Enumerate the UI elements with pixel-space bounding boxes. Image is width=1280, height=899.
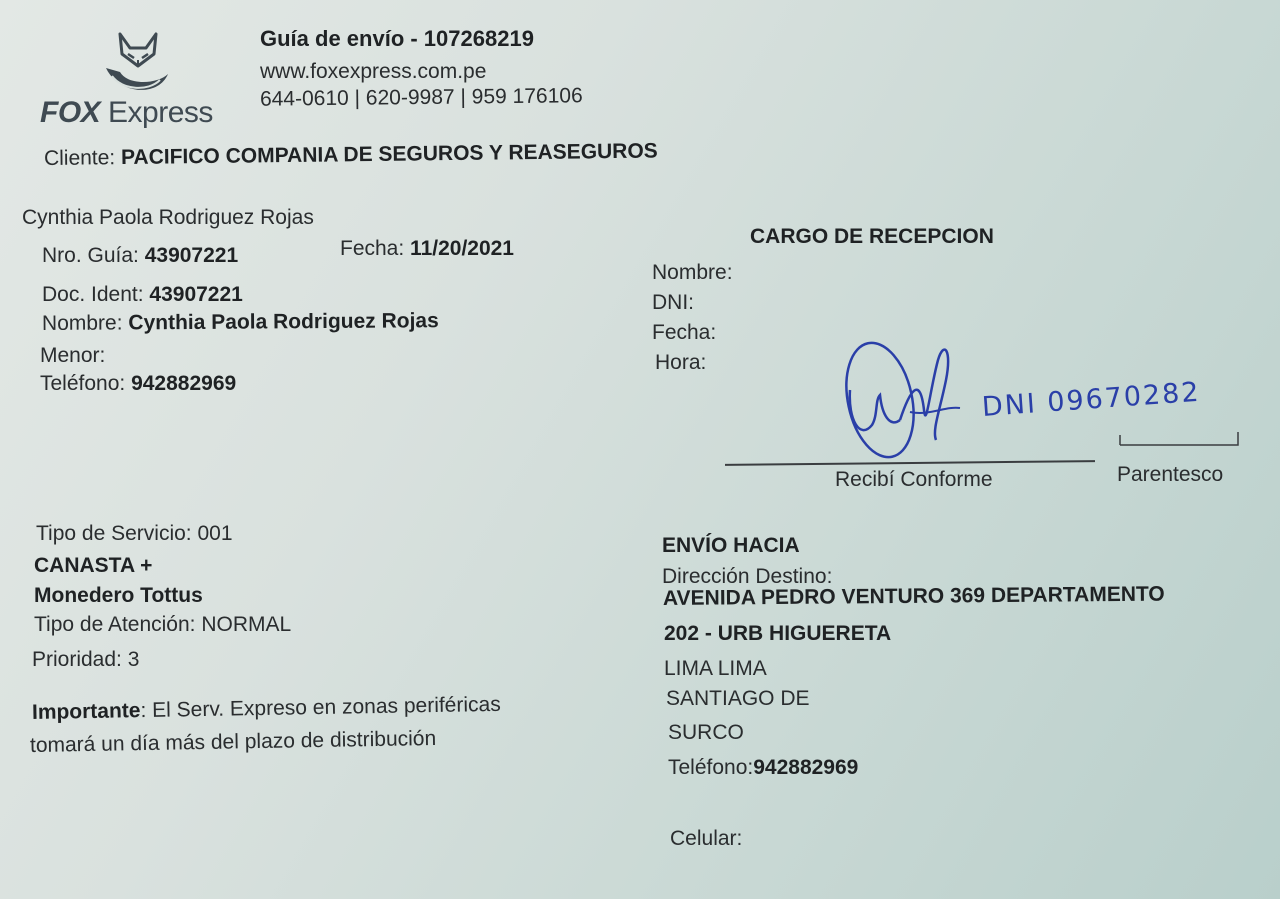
date <box>340 236 514 262</box>
website: www.foxexpress.com.pe <box>260 60 487 83</box>
guide-number-label: Nro. Guía: <box>42 244 139 267</box>
phone-label: Teléfono: <box>40 372 126 395</box>
doc-ident-label: Doc. Ident: <box>42 283 144 306</box>
important-text: : El Serv. Expreso en zonas periféricas <box>140 692 501 723</box>
client-line <box>44 139 658 172</box>
city: LIMA LIMA <box>664 657 767 680</box>
address-line-2: 202 - URB HIGUERETA <box>664 622 892 645</box>
date-label: Fecha: <box>340 237 405 260</box>
guide-title: Guía de envío - 107268219 <box>260 26 534 51</box>
recipient-name-top: Cynthia Paola Rodriguez Rojas <box>22 206 314 229</box>
brand-name <box>40 96 213 130</box>
date-value: 11/20/2021 <box>410 237 514 260</box>
receipt-title: CARGO DE RECEPCION <box>750 225 994 248</box>
priority: Prioridad: 3 <box>32 648 140 671</box>
phone <box>40 371 236 397</box>
brand-fox: FOX <box>40 96 101 129</box>
phone-value: 942882969 <box>131 372 237 395</box>
district-line-2: SURCO <box>668 721 744 744</box>
product-line-1: CANASTA + <box>34 554 153 577</box>
doc-ident <box>42 282 243 308</box>
product-line-2: Monedero Tottus <box>34 584 203 607</box>
doc-ident-value: 43907221 <box>149 283 243 306</box>
mobile-label: Celular: <box>670 827 743 850</box>
important-text-2: tomará un día más del plazo de distribución <box>29 726 437 757</box>
name-label: Nombre: <box>41 311 123 335</box>
brand-express: Express <box>108 96 213 129</box>
shipping-phone-label: Teléfono: <box>668 756 754 779</box>
signature-line <box>725 460 1095 465</box>
client-label: Cliente: <box>43 146 116 170</box>
shipping-title: ENVÍO HACIA <box>662 534 800 557</box>
important-note <box>32 692 501 726</box>
important-label: Importante <box>31 699 141 724</box>
phone-numbers: 644-0610 | 620-9987 | 959 176106 <box>259 84 583 111</box>
fox-icon <box>98 28 178 100</box>
received-label: Recibí Conforme <box>835 468 993 491</box>
shipping-phone-value: 942882969 <box>753 756 859 779</box>
guide-number <box>42 243 238 269</box>
client-value: PACIFICO COMPANIA DE SEGUROS Y REASEGUROS <box>120 139 658 170</box>
receipt-time-label: Hora: <box>655 351 707 374</box>
receipt-dni-label: DNI: <box>652 291 694 314</box>
district-line-1: SANTIAGO DE <box>666 687 810 710</box>
name <box>42 308 439 337</box>
address-line-1: AVENIDA PEDRO VENTURO 369 DEPARTAMENTO <box>662 582 1165 610</box>
minor-label: Menor: <box>40 344 106 367</box>
attention-type: Tipo de Atención: NORMAL <box>34 613 292 636</box>
service-type: Tipo de Servicio: 001 <box>36 522 233 545</box>
guide-number-value: 43907221 <box>144 244 239 267</box>
relation-label: Parentesco <box>1117 463 1224 486</box>
receipt-name-label: Nombre: <box>652 261 733 284</box>
shipping-phone <box>668 755 858 781</box>
receipt-date-label: Fecha: <box>652 321 717 344</box>
name-value: Cynthia Paola Rodriguez Rojas <box>128 309 439 335</box>
address-label: Dirección Destino: <box>662 565 833 588</box>
handwritten-dni: DNI 09670282 <box>980 376 1202 423</box>
